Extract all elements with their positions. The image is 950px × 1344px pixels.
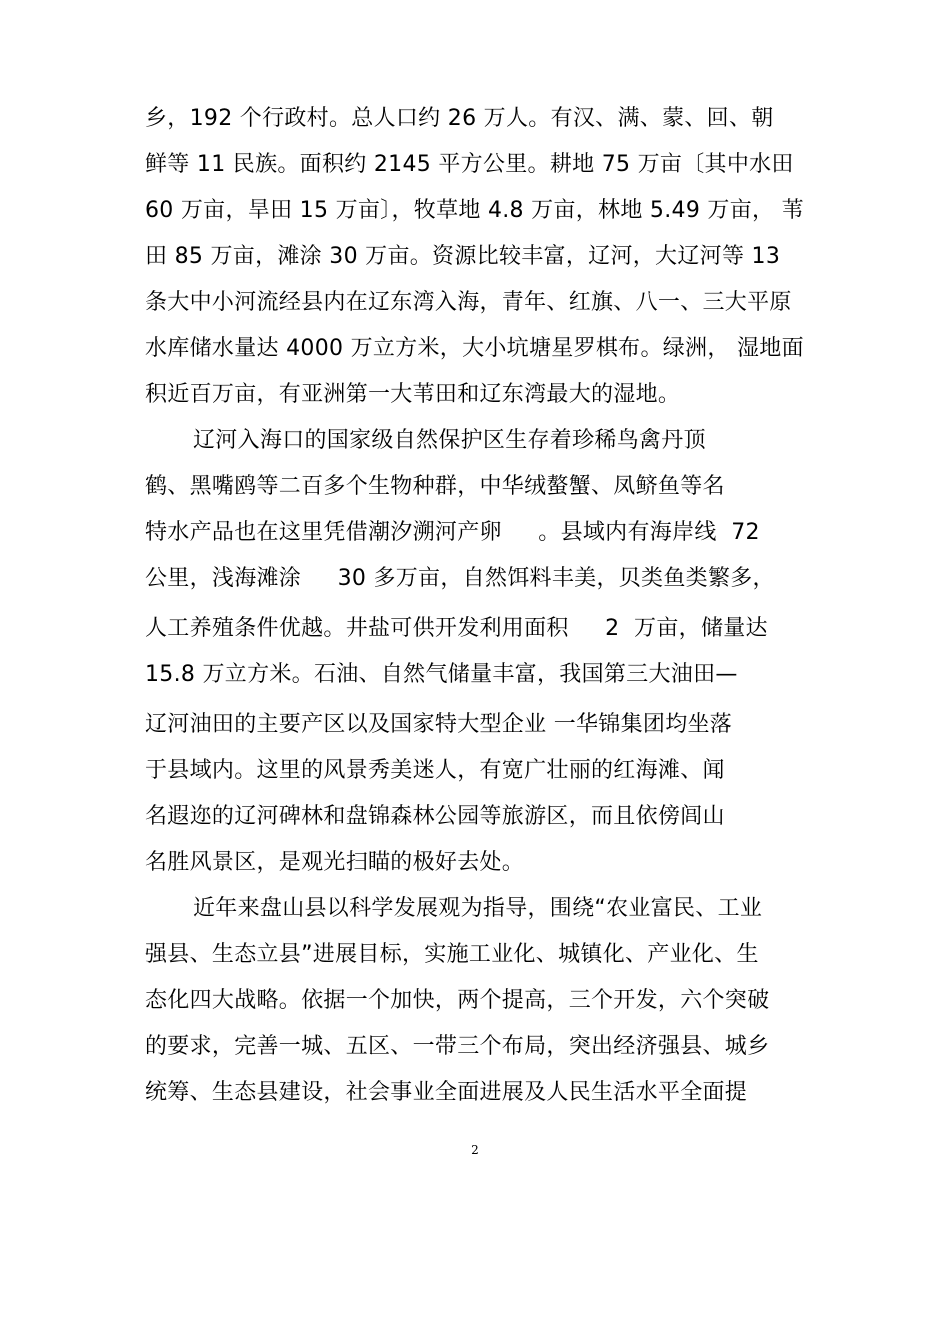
text-line: 态化四大战略。依据一个加快，两个提高，三个开发，六个突破: [145, 988, 770, 1013]
text-line: 鹤、黑嘴鸥等二百多个生物种群，中华绒螯蟹、凤鲚鱼等名: [145, 474, 725, 499]
text-line: 水库储水量达 4000 万立方米，大小坑塘星罗棋布。绿洲， 湿地面: [145, 336, 804, 361]
text-line: 田 85 万亩，滩涂 30 万亩。资源比较丰富，辽河，大辽河等 13: [145, 244, 781, 269]
text-line: 辽河入海口的国家级自然保护区生存着珍稀鸟禽丹顶: [193, 428, 706, 453]
page-number: 2: [471, 1143, 479, 1157]
text-line: 特水产品也在这里凭借潮汐溯河产卵 。县域内有海岸线 72: [145, 520, 760, 545]
text-line: 鲜等 11 民族。面积约 2145 平方公里。耕地 75 万亩〔其中水田: [145, 152, 794, 177]
text-line: 统筹、生态县建设，社会事业全面进展及人民生活水平全面提: [145, 1080, 748, 1105]
text-line: 15.8 万立方米。石油、自然气储量丰富，我国第三大油田—: [145, 662, 738, 687]
text-line: 公里，浅海滩涂 30 多万亩，自然饵料丰美，贝类鱼类繁多，: [145, 566, 775, 591]
text-line: 近年来盘山县以科学发展观为指导，围绕“农业富民、工业: [193, 896, 763, 921]
text-line: 条大中小河流经县内在辽东湾入海，青年、红旗、八一、三大平原: [145, 290, 792, 315]
text-line: 60 万亩，旱田 15 万亩〕，牧草地 4.8 万亩，林地 5.49 万亩， 苇: [145, 198, 804, 223]
text-line: 积近百万亩，有亚洲第一大苇田和辽东湾最大的湿地。: [145, 382, 681, 407]
text-line: 的要求，完善一城、五区、一带三个布局，突出经济强县、城乡: [145, 1034, 770, 1059]
text-line: 于县域内。这里的风景秀美迷人，有宽广壮丽的红海滩、闻: [145, 758, 725, 783]
text-line: 辽河油田的主要产区以及国家特大型企业 一华锦集团均坐落: [145, 712, 733, 737]
text-line: 强县、生态立县”进展目标，实施工业化、城镇化、产业化、生: [145, 942, 759, 967]
text-line: 人工养殖条件优越。井盐可供开发利用面积 2 万亩，储量达: [145, 616, 768, 641]
text-line: 名遐迩的辽河碑林和盘锦森林公园等旅游区，而且依傍闾山: [145, 804, 725, 829]
text-line: 乡，192 个行政村。总人口约 26 万人。有汉、满、蒙、回、朝: [145, 106, 774, 131]
text-line: 名胜风景区，是观光扫瞄的极好去处。: [145, 850, 525, 875]
